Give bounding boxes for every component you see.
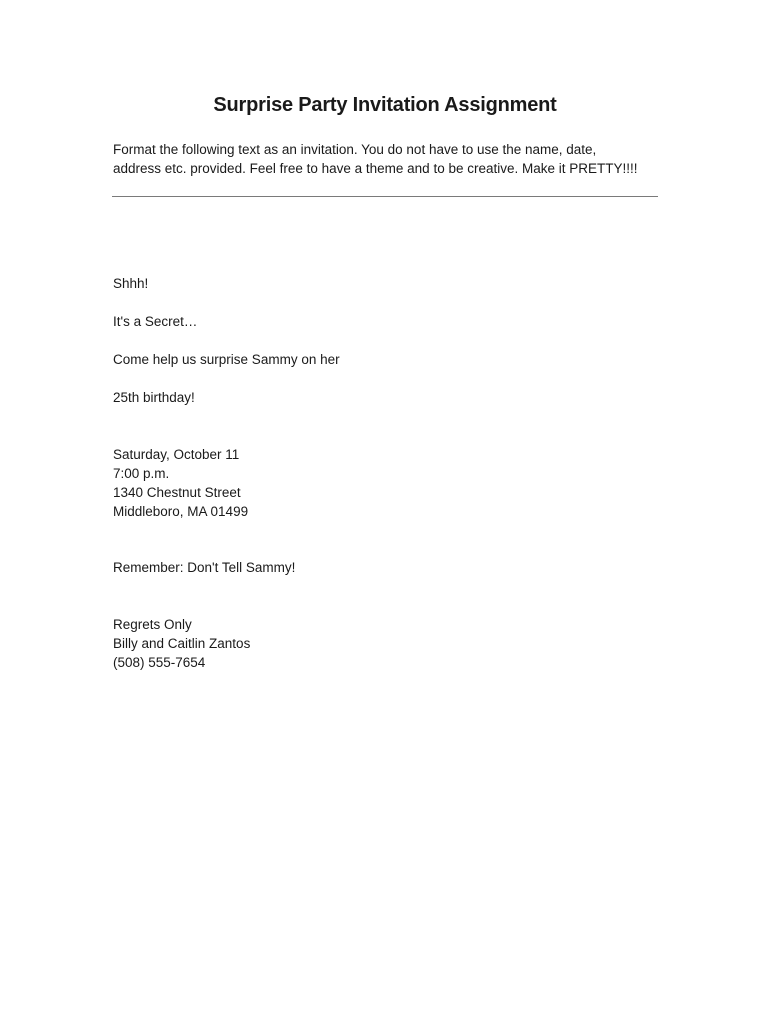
event-time: 7:00 p.m. bbox=[113, 466, 170, 481]
horizontal-divider bbox=[112, 196, 658, 197]
instructions-line-1: Format the following text as an invitation. You do not have to use the name, date, bbox=[113, 142, 597, 157]
instructions-paragraph bbox=[113, 140, 673, 178]
event-street: 1340 Chestnut Street bbox=[113, 485, 241, 500]
document-title: Surprise Party Invitation Assignment bbox=[213, 94, 557, 116]
invitation-line-secret: It's a Secret… bbox=[113, 314, 198, 329]
invitation-line-birthday: 25th birthday! bbox=[113, 390, 195, 405]
invitation-line-surprise: Come help us surprise Sammy on her bbox=[113, 352, 340, 367]
rsvp-line: Regrets Only bbox=[113, 617, 192, 632]
event-city: Middleboro, MA 01499 bbox=[113, 504, 249, 519]
hosts-line: Billy and Caitlin Zantos bbox=[113, 636, 251, 651]
event-date: Saturday, October 11 bbox=[113, 447, 240, 462]
reminder-line: Remember: Don't Tell Sammy! bbox=[113, 560, 296, 575]
instructions-line-2: address etc. provided. Feel free to have a theme and to be creative. Make it PRETTY!!!! bbox=[113, 161, 638, 176]
invitation-line-shhh: Shhh! bbox=[113, 276, 149, 291]
phone-line: (508) 555-7654 bbox=[113, 655, 206, 670]
